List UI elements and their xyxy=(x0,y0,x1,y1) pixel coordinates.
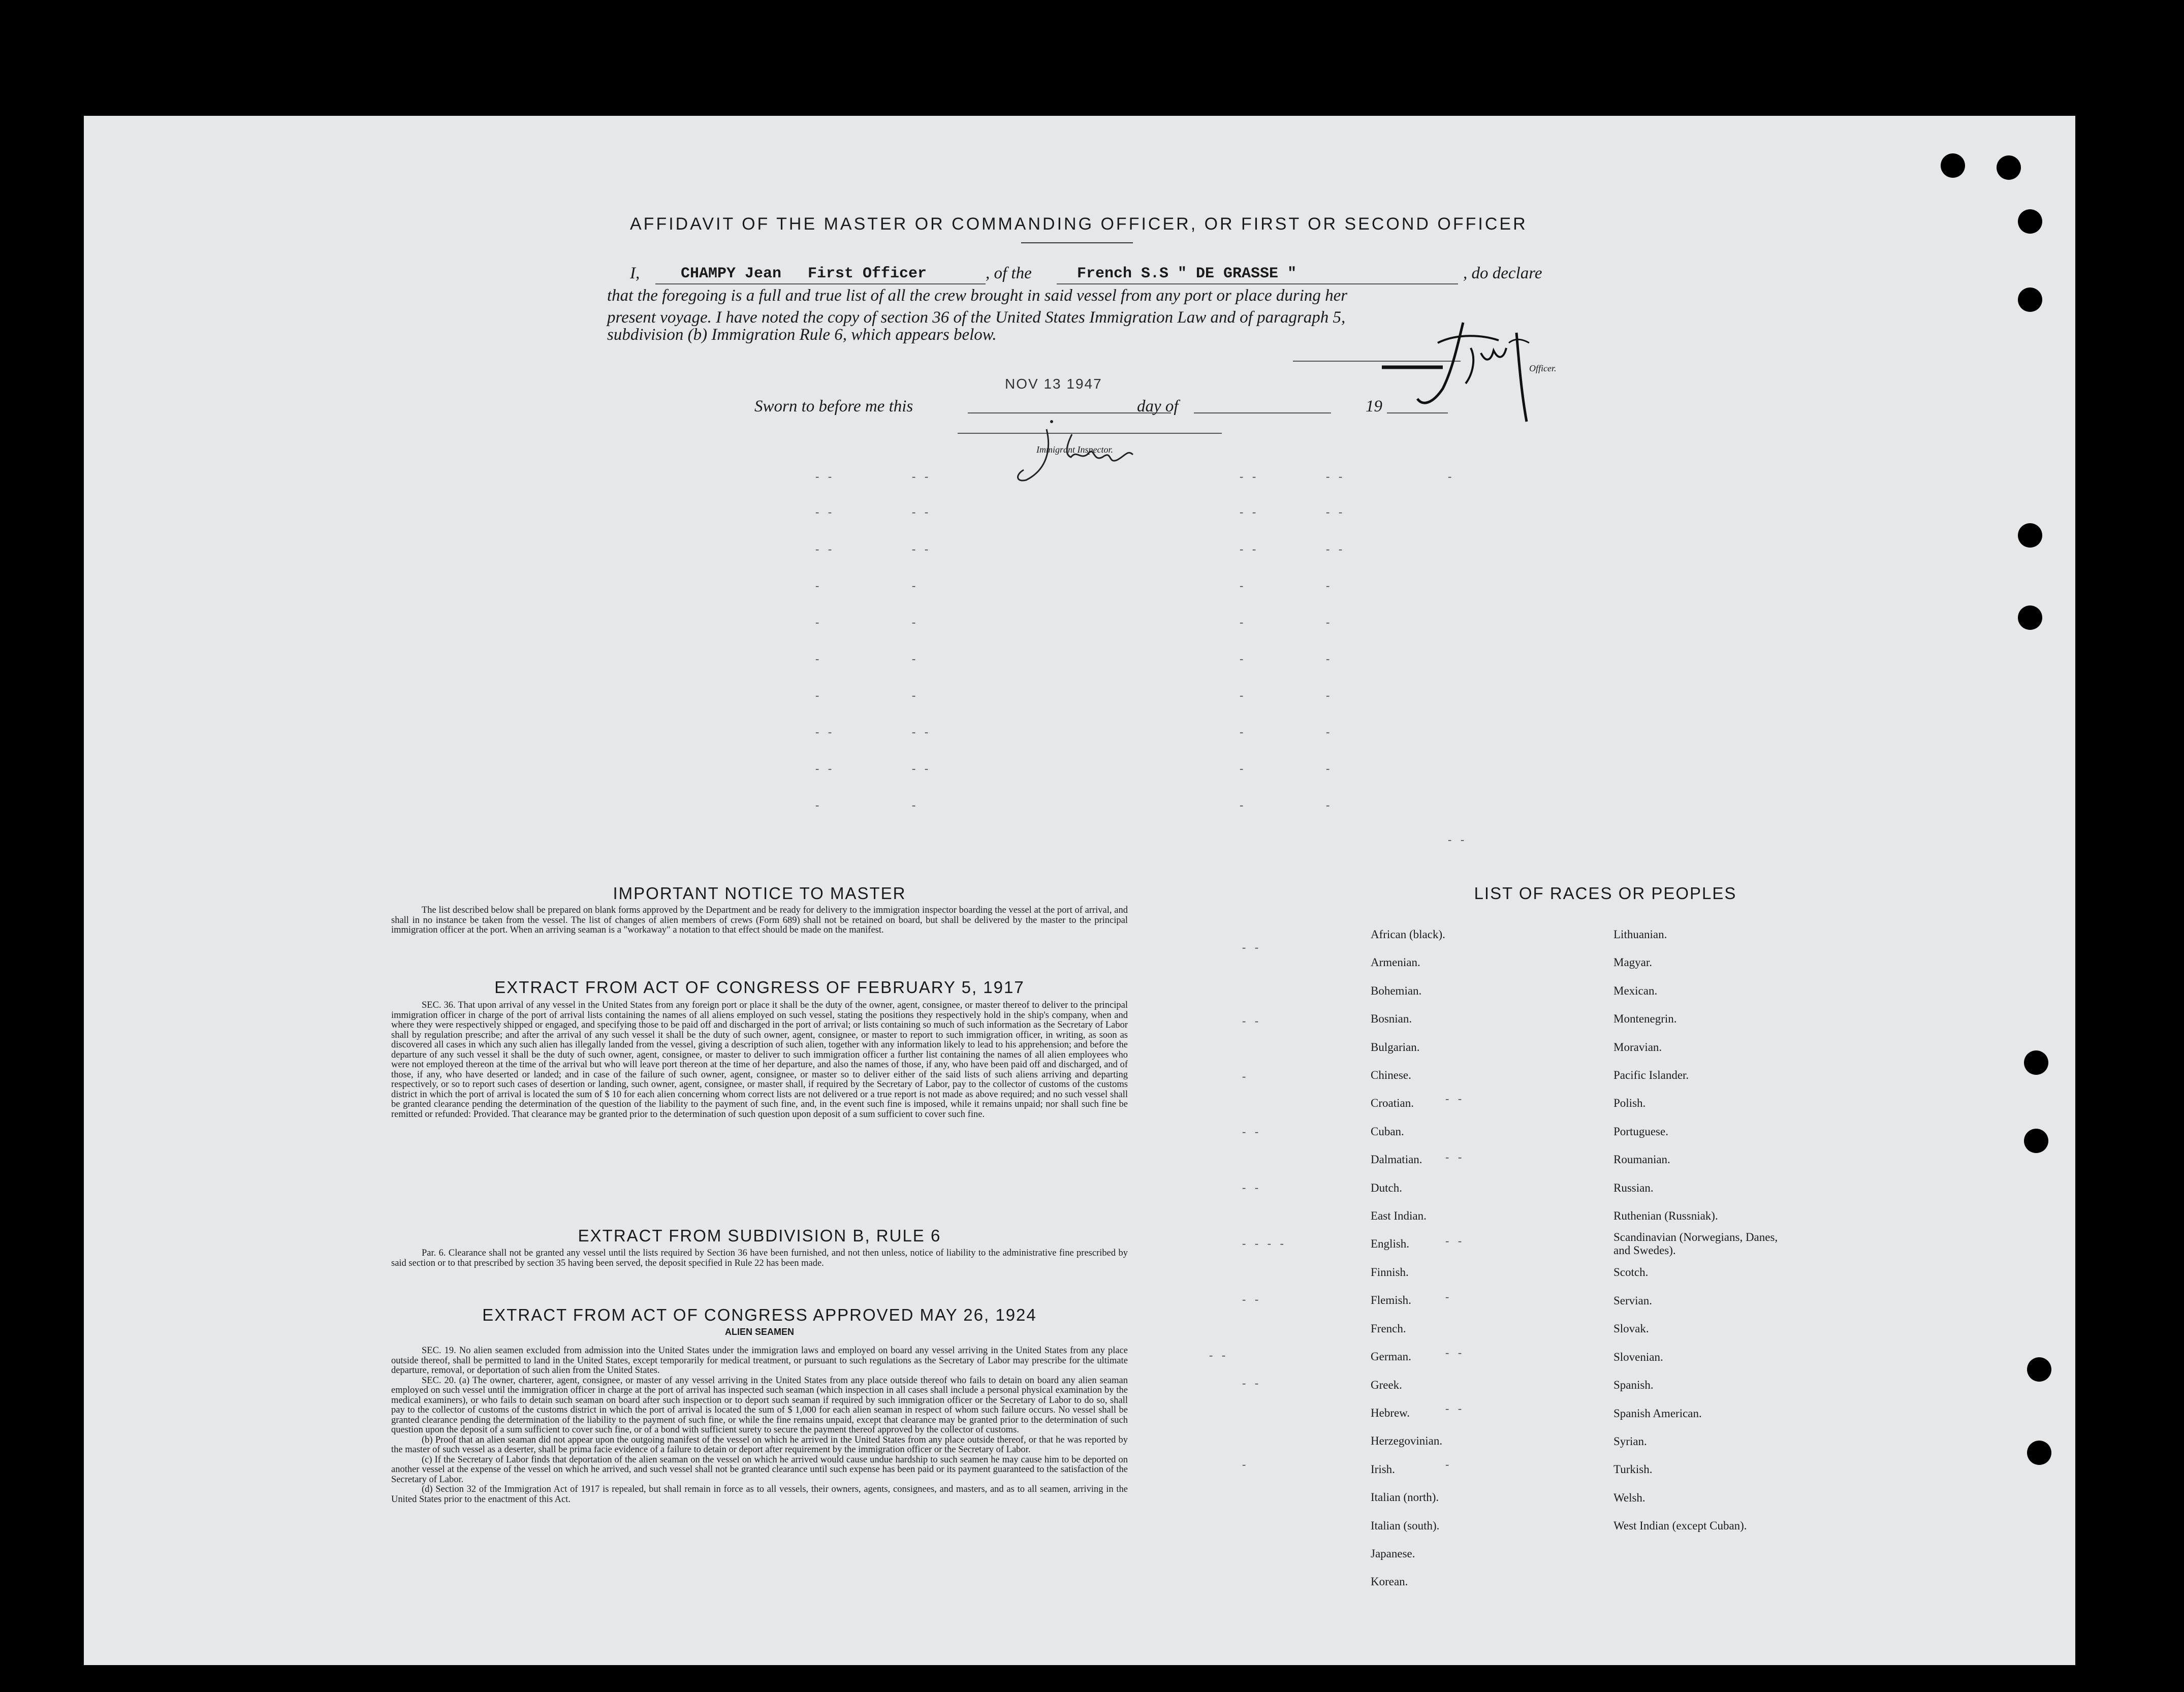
punch-hole xyxy=(1941,153,1965,178)
race-item: East Indian. xyxy=(1371,1209,1427,1223)
act-1924-sec-20a: SEC. 20. (a) The owner, charterer, agent, consignee, or master of any vessel arriving in the United States from any place outside thereof who fails to detain on board any alien seaman employed on such vessel until the immigration officer in charge at the port of arrival has inspected such seaman (which inspection in all cases shall include a personal physical examination by the medical examiners), or who fails to detain such seaman on board after such inspection or to deport such seaman if required by such immigration officer or the Secretary of Labor to do so, shall pay to the collector of customs of the customs district in which the port of arrival is located the sum of $ 1,000 for each alien seaman in respect of whom such failure occurs. No vessel shall be granted clearance pending the determination of the liability to the payment of such fine, or while the fine remains unpaid, except that clearance may be granted prior to the determination of such question upon the deposit of a sum sufficient to cover such fine, or of a bond with sufficient surety to secure the payment thereof approved by the collector of customs. xyxy=(391,1375,1128,1435)
declaration-line-3: present voyage. I have noted the copy of section 36 of the United States Immigration Law and of paragraph 5, xyxy=(607,308,1346,327)
date-stamp: NOV 13 1947 xyxy=(1005,376,1102,392)
races-title: LIST OF RACES OR PEOPLES xyxy=(1474,884,1737,903)
race-item: West Indian (except Cuban). xyxy=(1613,1519,1747,1533)
punch-hole xyxy=(2018,209,2042,234)
act-1924-sections xyxy=(391,1346,1128,1505)
notice-title: IMPORTANT NOTICE TO MASTER xyxy=(613,884,906,903)
race-item: Magyar. xyxy=(1613,956,1653,969)
race-item: Finnish. xyxy=(1371,1265,1409,1279)
notice-text xyxy=(391,906,1128,936)
punch-hole xyxy=(2018,288,2042,312)
race-item: Syrian. xyxy=(1613,1434,1647,1448)
race-item: Portuguese. xyxy=(1613,1125,1668,1138)
officer-caption: Officer. xyxy=(1529,363,1557,373)
act-1924-title: EXTRACT FROM ACT OF CONGRESS APPROVED MAY 26, 1924 xyxy=(482,1305,1037,1324)
officer-name: CHAMPY Jean xyxy=(681,265,782,282)
race-item: Croatian. xyxy=(1371,1097,1414,1110)
race-item: Herzegovinian. xyxy=(1371,1434,1443,1448)
race-item: Scotch. xyxy=(1613,1266,1649,1279)
race-item: Japanese. xyxy=(1371,1547,1415,1560)
race-item: Pacific Islander. xyxy=(1613,1069,1689,1082)
punch-hole xyxy=(2018,523,2042,548)
race-item: Turkish. xyxy=(1613,1463,1653,1476)
race-item: Lithuanian. xyxy=(1613,928,1667,941)
act-1924-sec-20d: (d) Section 32 of the Immigration Act of 1917 is repealed, but shall remain in force as to all vessels, their owners, agents, consignees, and masters, and as to all seamen, arriving in the United States prior to the enactment of this Act. xyxy=(391,1484,1128,1505)
race-item: English. xyxy=(1371,1237,1410,1251)
declare-text: , do declare xyxy=(1463,264,1542,282)
rule-6-title: EXTRACT FROM SUBDIVISION B, RULE 6 xyxy=(578,1226,941,1245)
race-item: Italian (north). xyxy=(1371,1491,1439,1504)
race-item: Montenegrin. xyxy=(1613,1012,1677,1026)
race-item: Roumanian. xyxy=(1613,1153,1670,1166)
punch-hole xyxy=(2027,1357,2051,1382)
inspector-signature xyxy=(1011,414,1184,485)
race-item: Ruthenian (Russniak). xyxy=(1613,1209,1718,1223)
officer-rank: First Officer xyxy=(808,265,927,282)
punch-hole xyxy=(2018,605,2042,630)
vessel-name: French S.S " DE GRASSE " xyxy=(1077,265,1297,282)
rule-6-body: Par. 6. Clearance shall not be granted any vessel until the lists required by Section 36 have been furnished, and not then unless, notice of liability to the administrative fine prescribed by said section or to that prescribed by section 35 having been served, the deposit specified in Rule 22 has been made. xyxy=(391,1248,1128,1268)
day-of-text: day of xyxy=(1137,397,1179,416)
race-item: Armenian. xyxy=(1371,956,1420,969)
officer-signature xyxy=(1382,312,1555,429)
race-item: Irish. xyxy=(1371,1462,1395,1476)
punch-hole xyxy=(2024,1050,2048,1075)
race-item: Korean. xyxy=(1371,1575,1408,1588)
sworn-text: Sworn to before me this xyxy=(754,397,913,416)
race-item: Dutch. xyxy=(1371,1181,1402,1194)
race-item: Greek. xyxy=(1371,1378,1402,1391)
race-item: Italian (south). xyxy=(1371,1519,1440,1532)
race-item: Dalmatian. xyxy=(1371,1153,1422,1166)
affidavit-title: AFFIDAVIT OF THE MASTER OR COMMANDING OFFICER, OR FIRST OR SECOND OFFICER xyxy=(630,214,1528,234)
act-1917-title: EXTRACT FROM ACT OF CONGRESS OF FEBRUARY 5, 1917 xyxy=(494,978,1025,997)
declaration-line-4: subdivision (b) Immigration Rule 6, which appears below. xyxy=(607,326,997,344)
race-item: Servian. xyxy=(1613,1294,1653,1307)
inspector-caption: Immigrant Inspector. xyxy=(1036,444,1113,455)
rule-6-section xyxy=(391,1249,1128,1268)
race-item: Russian. xyxy=(1613,1181,1654,1194)
act-1917-section xyxy=(391,1001,1128,1120)
race-item: Polish. xyxy=(1613,1097,1646,1110)
act-1924-sec-20b: (b) Proof that an alien seaman did not appear upon the outgoing manifest of the vessel on which he arrived in the United States from any place outside thereof, or that he was reported by the master of such vessel as a deserter, shall be prima facie evidence of a failure to detain or deport after requirement by the immigration officer or the Secretary of Labor. xyxy=(391,1434,1128,1455)
races-column-1 xyxy=(1371,920,1594,1596)
race-item: French. xyxy=(1371,1322,1406,1335)
race-item: Cuban. xyxy=(1371,1125,1404,1138)
act-1924-sec-20c: (c) If the Secretary of Labor finds that deportation of the alien seaman on the vessel on which he arrived would cause undue hardship to such seamen he may cause him to be deported on another vessel at the expense of the vessel on which he arrived, and such vessel shall not be granted clearance until such expense has been paid or its payment guaranteed to the satisfaction of the Secretary of Labor. xyxy=(391,1454,1128,1485)
race-item: Flemish. xyxy=(1371,1294,1411,1307)
race-item: Slovak. xyxy=(1613,1322,1649,1335)
race-item: Mexican. xyxy=(1613,984,1658,997)
of-the-text: , of the xyxy=(986,264,1032,282)
punch-hole xyxy=(2024,1129,2048,1153)
notice-body: The list described below shall be prepared on blank forms approved by the Department and be ready for delivery to the immigration inspector boarding the vessel at the port of arrival, and shall in no instance be taken from the vessel. The list of changes of alien members of crews (Form 689) shall not be retained on board, but shall be delivered by the master to the principal immigration officer at the port. When an arriving seaman is a "workaway" a notation to that effect should be made on the manifest. xyxy=(391,905,1128,935)
act-1917-body: SEC. 36. That upon arrival of any vessel in the United States from any foreign port or place it shall be the duty of the owner, agent, consignee, or master thereof to deliver to the principal immigration officer in charge of the port of arrival lists containing the names of all aliens employed on such vessel, stating the positions they respectively hold in the ship's company, when and where they were respectively shipped or engaged, and specifying those to be paid off and discharged in the port of arrival; or lists containing so much of such information as the Secretary of Labor shall by regulation prescribe; and after the arrival of any such vessel it shall be the duty of such owner, agent, consignee, or master to report to such immigration officer, in writing, as soon as discovered all cases in which any such alien has illegally landed from the vessel, giving a description of such alien, together with any information likely to lead to his apprehension; and before the departure of any such vessel it shall be the duty of such owner, agent, consignee, or master to deliver to such immigration officer a further list containing the names of all alien employees who were not employed thereon at the time of the arrival but who will leave port thereon at the time of her departure, and also the names of those, if any, who have been paid off and discharged, and of those, if any, who have deserted or landed; and in case of the failure of such owner, agent, consignee, or master so to deliver either of the said lists of such aliens arriving and departing respectively, or so to report such cases of desertion or landing, such owner, agent, consignee, or master shall, if required by the Secretary of Labor, pay to the collector of customs of the customs district in which the port of arrival is located the sum of $ 10 for each alien concerning whom correct lists are not delivered or a true report is not made as above required; and no such vessel shall be granted clearance pending the determination of the question of the liability to the payment of such fine, and, in the event such fine is imposed, while it remains unpaid; nor shall such fine be remitted or refunded: Provided. That clearance may be granted prior to the determination of such question upon deposit of a sum sufficient to cover such fine. xyxy=(391,1000,1128,1120)
races-column-2 xyxy=(1613,920,1796,1540)
race-item: German. xyxy=(1371,1350,1411,1363)
race-item: Scandinavian (Norwegians, Danes, and Swedes). xyxy=(1613,1231,1778,1257)
race-item: Spanish American. xyxy=(1613,1407,1702,1420)
race-item: Moravian. xyxy=(1613,1040,1662,1053)
race-item: Bohemian. xyxy=(1371,984,1422,997)
race-item: Hebrew. xyxy=(1371,1406,1410,1419)
race-item: Spanish. xyxy=(1613,1379,1654,1392)
year-prefix: 19 xyxy=(1366,397,1382,416)
race-item: Welsh. xyxy=(1613,1491,1645,1504)
punch-hole xyxy=(1997,155,2021,180)
declaration-line-2: that the foregoing is a full and true list of all the crew brought in said vessel from any port or place during her xyxy=(607,286,1348,305)
punch-hole xyxy=(2027,1441,2051,1465)
race-item: Slovenian. xyxy=(1613,1350,1663,1363)
alien-seamen-subtitle: ALIEN SEAMEN xyxy=(724,1327,794,1337)
act-1924-sec-19: SEC. 19. No alien seamen excluded from admission into the United States under the immigration laws and employed on board any vessel arriving in the United States from any place outside thereof, shall be permitted to land in the United States, except temporarily for medical treatment, or pursuant to such regulations as the Secretary of Labor may prescribe for the ultimate departure, removal, or deportation of such alien from the United States. xyxy=(391,1346,1128,1376)
title-underline xyxy=(1021,242,1133,243)
pronoun: I, xyxy=(630,264,640,282)
race-item: Chinese. xyxy=(1371,1069,1411,1082)
race-item: African (black). xyxy=(1371,928,1445,941)
race-item: Bulgarian. xyxy=(1371,1040,1420,1053)
race-item: Bosnian. xyxy=(1371,1012,1412,1026)
